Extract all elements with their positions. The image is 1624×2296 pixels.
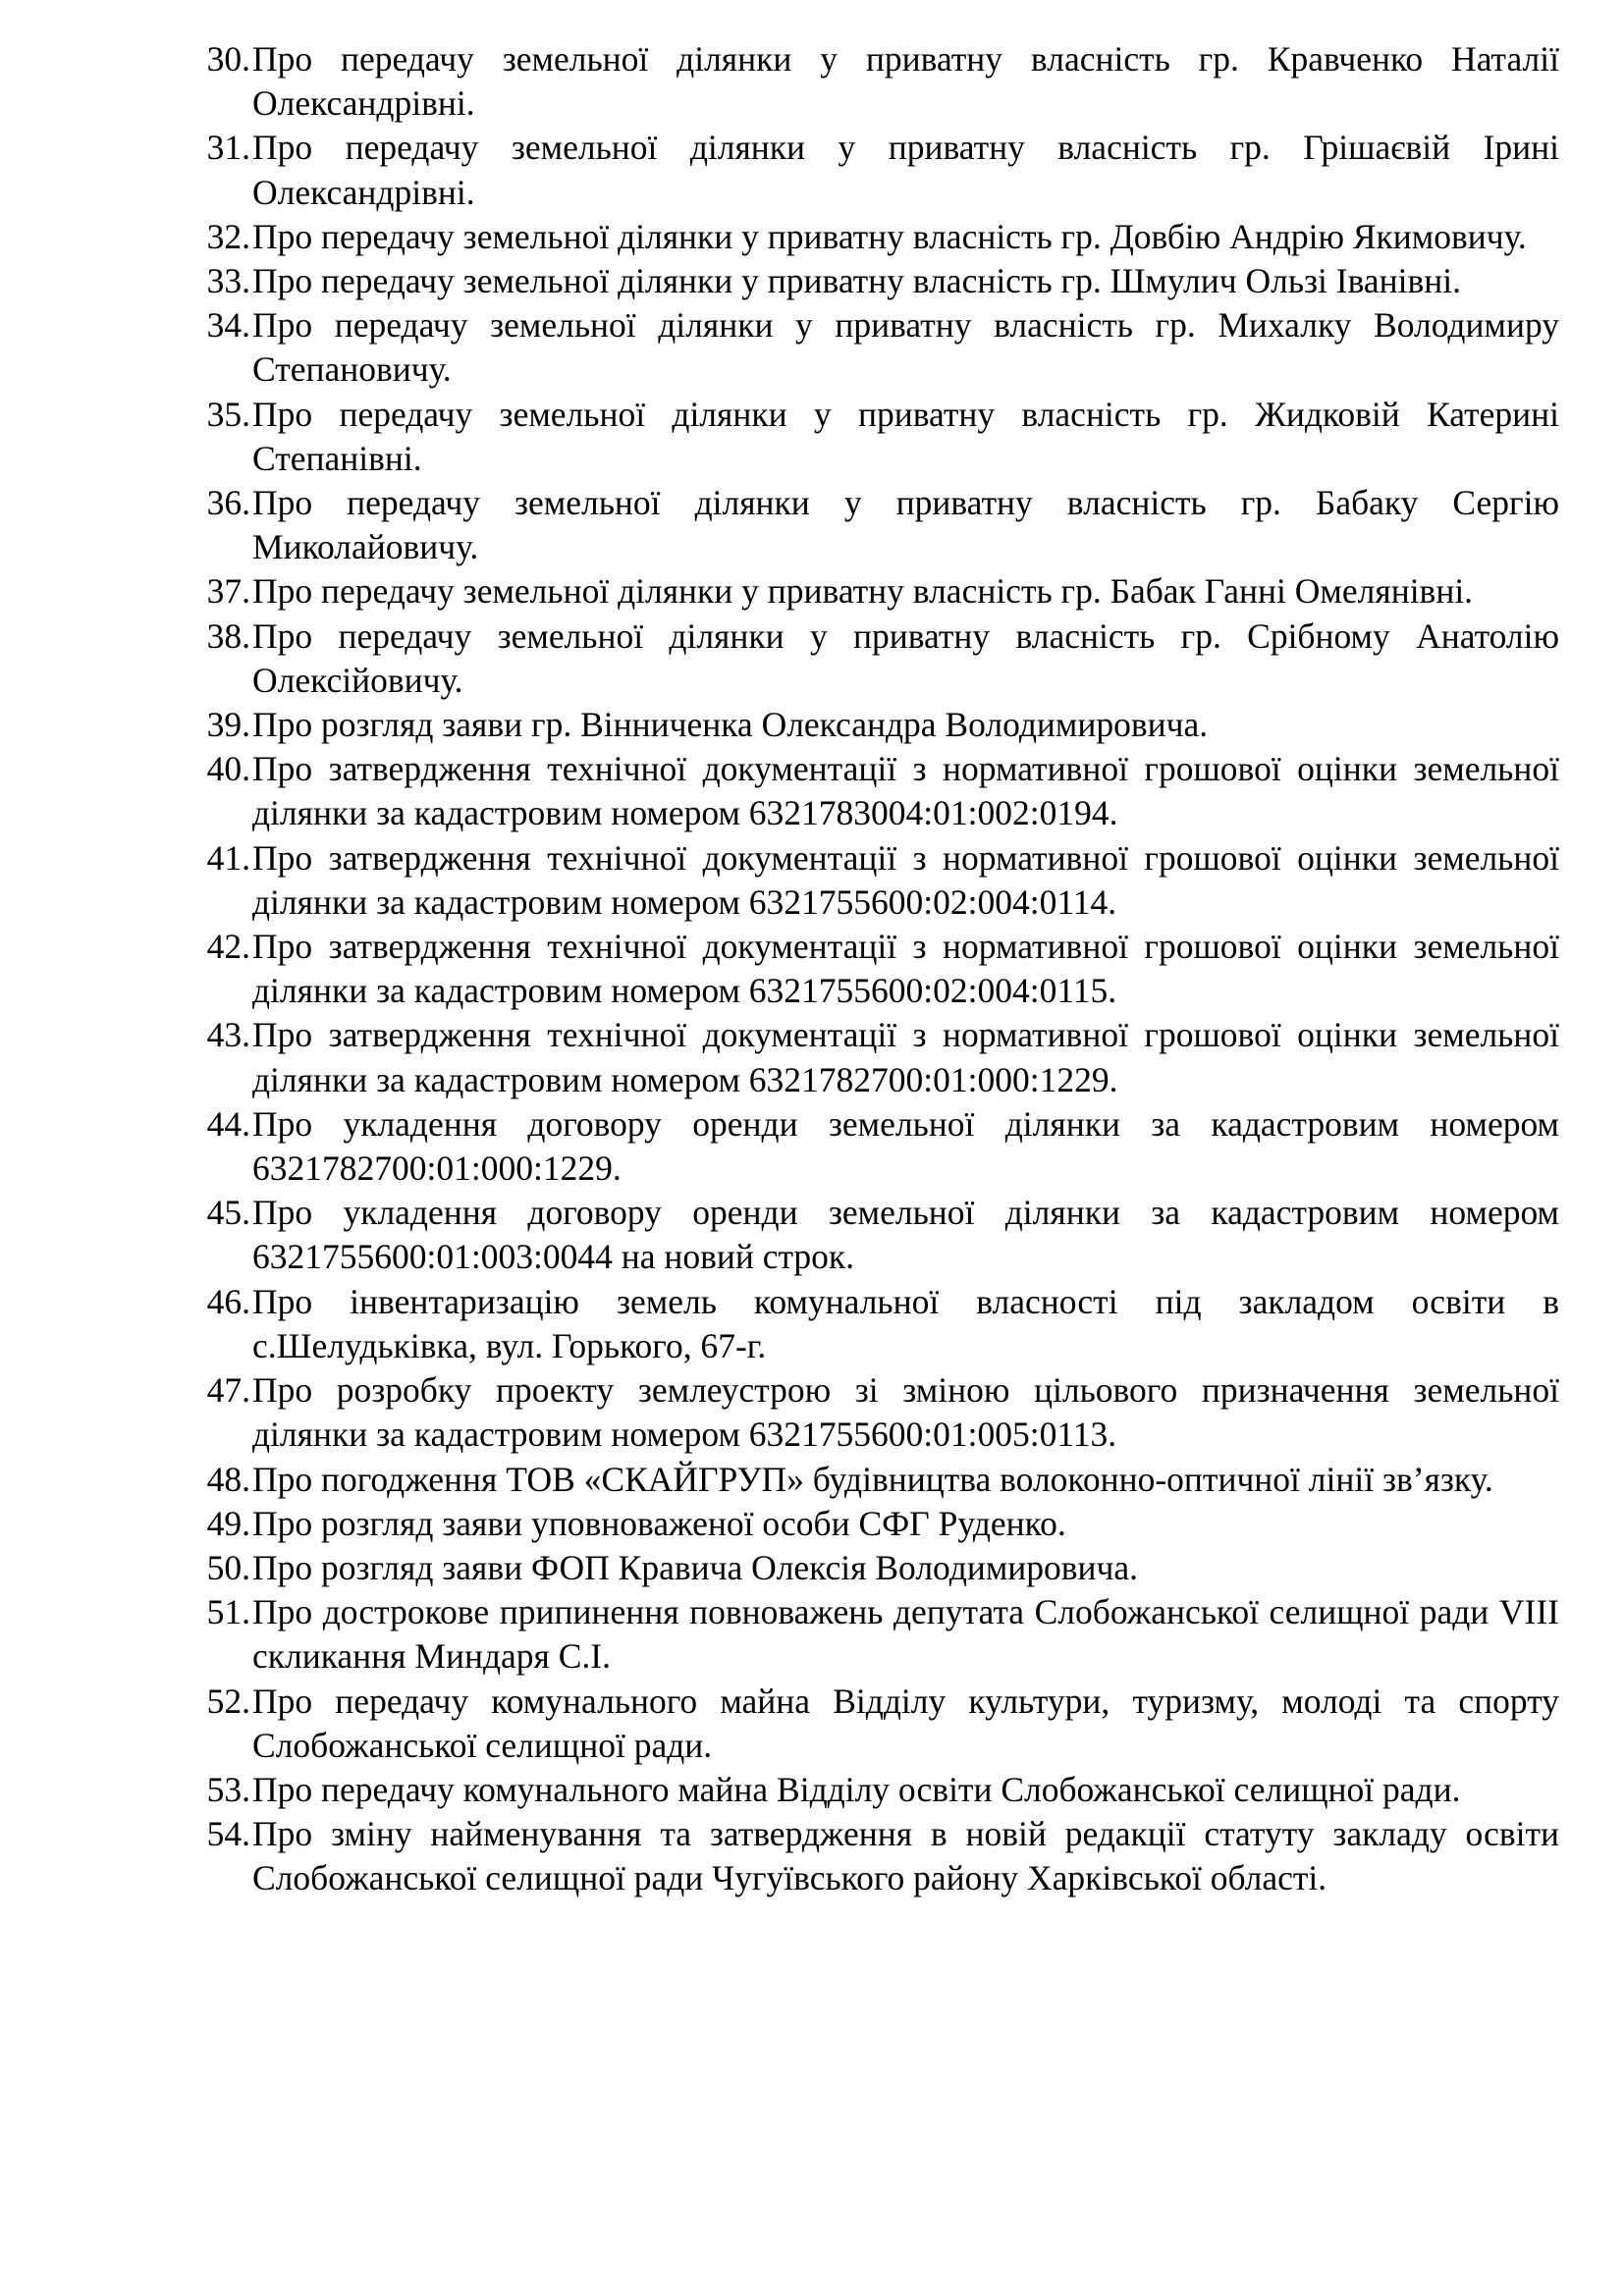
agenda-item-text: Про укладення договору оренди земельної ділянки за кадастровим номером 6321782700:01:000:1229. xyxy=(252,1103,1559,1189)
agenda-item xyxy=(191,1102,1559,1191)
agenda-item-number: 35. xyxy=(206,394,250,434)
agenda-item xyxy=(191,703,1559,747)
agenda-item-text: Про затвердження технічної документації з нормативної грошової оцінки земельної ділянки за кадастровим номером 6321783004:01:002:0194. xyxy=(252,749,1559,833)
agenda-item xyxy=(191,1280,1559,1368)
agenda-item-text: Про передачу земельної ділянки у приватну власність гр. Грішаєвій Ірині Олександрівні. xyxy=(252,128,1559,212)
agenda-item-number: 36. xyxy=(206,483,250,523)
agenda-item-text: Про розгляд заяви ФОП Кравича Олексія Володимировича. xyxy=(252,1547,1139,1587)
agenda-item-number: 40. xyxy=(206,749,250,789)
agenda-item xyxy=(191,1590,1559,1679)
agenda-item xyxy=(191,1502,1559,1546)
agenda-item-number: 34. xyxy=(206,305,250,346)
agenda-item xyxy=(191,481,1559,569)
agenda-item-text: Про передачу комунального майна Відділу культури, туризму, молоді та спорту Слобожанської селищної ради. xyxy=(252,1681,1559,1765)
agenda-item-number: 43. xyxy=(206,1015,250,1055)
agenda-item xyxy=(191,259,1559,303)
agenda-item-number: 44. xyxy=(206,1103,250,1144)
agenda-item-text: Про передачу земельної ділянки у приватну власність гр. Бабаку Сергію Миколайовичу. xyxy=(252,483,1559,567)
agenda-item-text: Про передачу земельної ділянки у приватну власність гр. Довбію Андрію Якимовичу. xyxy=(252,216,1527,256)
agenda-item-text: Про розробку проекту землеустрою зі зміною цільового призначення земельної ділянки за кадастровим номером 6321755600:01:005:0113. xyxy=(252,1370,1559,1455)
agenda-item xyxy=(191,569,1559,614)
agenda-item-text: Про передачу земельної ділянки у приватну власність гр. Бабак Ганні Омелянівні. xyxy=(252,571,1474,612)
agenda-item-number: 39. xyxy=(206,705,250,745)
agenda-item-text: Про передачу земельної ділянки у приватну власність гр. Михалку Володимиру Степановичу. xyxy=(252,305,1559,390)
agenda-item xyxy=(191,1768,1559,1812)
agenda-item xyxy=(191,1368,1559,1457)
agenda-item xyxy=(191,1812,1559,1900)
agenda-item-number: 54. xyxy=(206,1814,250,1854)
agenda-item-text: Про зміну найменування та затвердження в новій редакції статуту закладу освіти Слобожанської селищної ради Чугуївського району Харківської області. xyxy=(252,1814,1559,1898)
agenda-item xyxy=(191,303,1559,392)
agenda-item xyxy=(191,1191,1559,1279)
agenda-item-number: 41. xyxy=(206,837,250,878)
agenda-item-text: Про погодження ТОВ «СКАЙГРУП» будівництва волоконно-оптичної лінії зв’язку. xyxy=(252,1459,1493,1499)
agenda-item-number: 38. xyxy=(206,615,250,656)
agenda-item-number: 31. xyxy=(206,128,250,168)
agenda-item xyxy=(191,614,1559,703)
agenda-item-number: 45. xyxy=(206,1193,250,1233)
agenda-item-text: Про інвентаризацію земель комунальної власності під закладом освіти в с.Шелудьківка, вул. Горького, 67-г. xyxy=(252,1281,1559,1365)
agenda-item xyxy=(191,925,1559,1013)
agenda-item xyxy=(191,747,1559,835)
agenda-item-number: 51. xyxy=(206,1592,250,1632)
agenda-item-number: 53. xyxy=(206,1769,250,1809)
agenda-item-text: Про передачу земельної ділянки у приватну власність гр. Срібному Анатолію Олексійовичу. xyxy=(252,615,1559,700)
agenda-item-text: Про укладення договору оренди земельної ділянки за кадастровим номером 6321755600:01:003:0044 на новий строк. xyxy=(252,1193,1559,1277)
agenda-item-text: Про затвердження технічної документації з нормативної грошової оцінки земельної ділянки за кадастровим номером 6321755600:02:004:0115. xyxy=(252,927,1559,1011)
agenda-item xyxy=(191,215,1559,259)
agenda-item-number: 33. xyxy=(206,261,250,301)
agenda-item-number: 52. xyxy=(206,1681,250,1721)
agenda-item-number: 49. xyxy=(206,1503,250,1543)
agenda-item-text: Про розгляд заяви уповноваженої особи СФГ Руденко. xyxy=(252,1503,1066,1543)
agenda-item-text: Про затвердження технічної документації з нормативної грошової оцінки земельної ділянки за кадастровим номером 6321782700:01:000:1229. xyxy=(252,1015,1559,1099)
agenda-item-text: Про дострокове припинення повноважень депутата Слобожанської селищної ради VIII скликання Миндаря С.І. xyxy=(252,1592,1559,1677)
agenda-item-number: 32. xyxy=(206,216,250,256)
agenda-item-number: 47. xyxy=(206,1370,250,1411)
agenda-item-number: 30. xyxy=(206,39,250,79)
agenda-item-number: 37. xyxy=(206,571,250,612)
agenda-item-number: 46. xyxy=(206,1281,250,1321)
agenda-item xyxy=(191,836,1559,925)
agenda-item-text: Про передачу земельної ділянки у приватну власність гр. Кравченко Наталії Олександрівні. xyxy=(252,39,1559,124)
agenda-item xyxy=(191,126,1559,214)
agenda-list xyxy=(191,37,1559,1901)
agenda-item-number: 42. xyxy=(206,927,250,967)
agenda-item xyxy=(191,1013,1559,1101)
agenda-item-number: 50. xyxy=(206,1547,250,1587)
agenda-item xyxy=(191,37,1559,126)
agenda-item xyxy=(191,393,1559,481)
agenda-item-text: Про передачу земельної ділянки у приватну власність гр. Жидковій Катерині Степанівні. xyxy=(252,394,1559,478)
agenda-item-text: Про передачу комунального майна Відділу освіти Слобожанської селищної ради. xyxy=(252,1769,1461,1809)
agenda-item-text: Про розгляд заяви гр. Вінниченка Олександра Володимировича. xyxy=(252,705,1209,745)
agenda-item-number: 48. xyxy=(206,1459,250,1499)
agenda-item xyxy=(191,1546,1559,1590)
agenda-item-text: Про затвердження технічної документації з нормативної грошової оцінки земельної ділянки за кадастровим номером 6321755600:02:004:0114. xyxy=(252,837,1559,922)
agenda-item-text: Про передачу земельної ділянки у приватну власність гр. Шмулич Ользі Іванівні. xyxy=(252,261,1462,301)
agenda-item xyxy=(191,1458,1559,1502)
agenda-item xyxy=(191,1680,1559,1768)
